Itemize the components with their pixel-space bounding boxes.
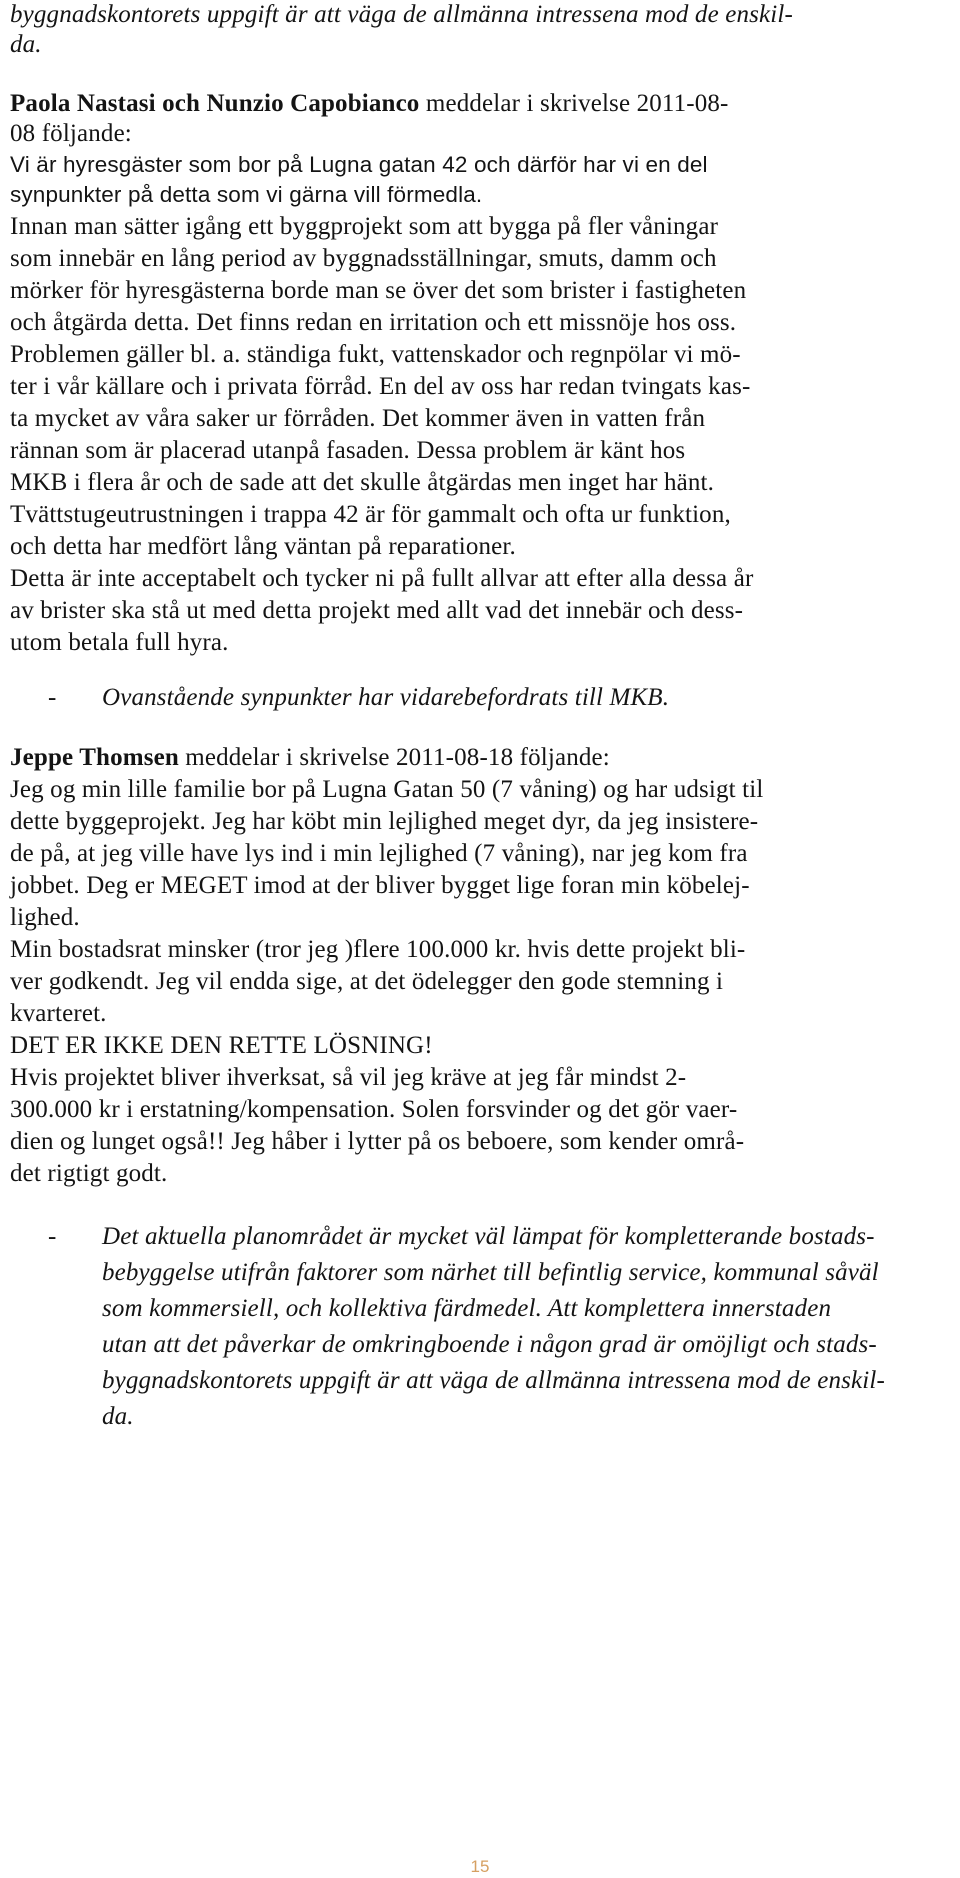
intro-line: da. [10,31,42,58]
letter-line: av brister ska stå ut med detta projekt med allt vad det innebär och dess- [10,597,744,624]
letter-line: 300.000 kr i erstatning/kompensation. Solen forsvinder og det gör vaer- [10,1096,738,1123]
section2-header [10,743,610,773]
letter-line: utom betala full hyra. [10,629,229,656]
section2-author: Jeppe Thomsen [10,744,179,771]
letter-line: dien og lunget også!! Jeg håber i lytter på os beboere, som kender områ- [10,1128,745,1155]
letter-line: som innebär en lång period av byggnadsställningar, smuts, damm och [10,245,717,272]
letter-line: Innan man sätter igång ett byggprojekt som att bygga på fler våningar [10,213,719,240]
intro-line: byggnadskontorets uppgift är att väga de allmänna intressena mod de enskil- [10,1,793,28]
section2-header-rest: meddelar i skrivelse 2011-08-18 följande: [178,744,610,771]
letter-line: och detta har medfört lång väntan på reparationer. [10,533,516,560]
letter-line: de på, at jeg ville have lys ind i min lejlighed (7 våning), nar jeg kom fra [10,840,748,867]
letter-line: ver godkendt. Jeg vil endda sige, at det ödelegger den gode stemning i [10,968,724,995]
response-line: Ovanstående synpunkter har vidarebefordrats till MKB. [102,684,670,711]
letter-line: Problemen gäller bl. a. ständiga fukt, vattenskador och regnpölar vi mö- [10,341,741,368]
response-line: som kommersiell, och kollektiva färdmedel. Att komplettera innerstaden [102,1295,832,1322]
letter-line: Vi är hyresgäster som bor på Lugna gatan 42 och därför har vi en del [10,152,708,177]
letter-line: Min bostadsrat minsker (tror jeg )flere 100.000 kr. hvis dette projekt bli- [10,936,746,963]
response-dash: - [48,684,57,711]
response-line: da. [102,1403,134,1430]
letter-line: och åtgärda detta. Det finns redan en irritation och ett missnöje hos oss. [10,309,737,336]
letter-line: Jeg og min lille familie bor på Lugna Gatan 50 (7 våning) og har udsigt til [10,776,764,803]
letter-line: Hvis projektet bliver ihverksat, så vil jeg kräve at jeg får mindst 2- [10,1064,687,1091]
letter-line: kvarteret. [10,1000,107,1027]
letter-line: Detta är inte acceptabelt och tycker ni på fullt allvar att efter alla dessa år [10,565,754,592]
letter-line: ta mycket av våra saker ur förråden. Det kommer även in vatten från [10,405,706,432]
letter-line: rännan som är placerad utanpå fasaden. Dessa problem är känt hos [10,437,686,464]
page-number: 15 [470,1857,490,1876]
response-line: byggnadskontorets uppgift är att väga de allmänna intressena mod de enskil- [102,1367,885,1394]
response-line: utan att det påverkar de omkringboende i någon grad är omöjligt och stads- [102,1331,877,1358]
letter-line: dette byggeprojekt. Jeg har köbt min lejlighed meget dyr, da jeg insistere- [10,808,759,835]
letter-line: synpunkter på detta som vi gärna vill förmedla. [10,182,483,207]
response-dash: - [48,1223,57,1250]
letter-line: Tvättstugeutrustningen i trappa 42 är för gammalt och ofta ur funktion, [10,501,731,528]
letter-line: lighed. [10,904,80,931]
letter-line: MKB i flera år och de sade att det skulle åtgärdas men inget har hänt. [10,469,715,496]
letter-line: jobbet. Deg er MEGET imod at der bliver bygget lige foran min köbelej- [10,872,750,899]
response-line: bebyggelse utifrån faktorer som närhet till befintlig service, kommunal såväl [102,1259,879,1286]
section1-author: Paola Nastasi och Nunzio Capobianco [10,90,420,117]
section1-header-rest: meddelar i skrivelse 2011-08- [419,90,729,117]
letter-line: ter i vår källare och i privata förråd. En del av oss har redan tvingats kas- [10,373,751,400]
section1-header [10,89,729,119]
letter-line: mörker för hyresgästerna borde man se över det som brister i fastigheten [10,277,747,304]
section1-header-line: 08 följande: [10,120,132,147]
letter-line: DET ER IKKE DEN RETTE LÖSNING! [10,1032,433,1059]
letter-line: det rigtigt godt. [10,1160,168,1187]
response-line: Det aktuella planområdet är mycket väl lämpat för kompletterande bostads- [102,1223,875,1250]
